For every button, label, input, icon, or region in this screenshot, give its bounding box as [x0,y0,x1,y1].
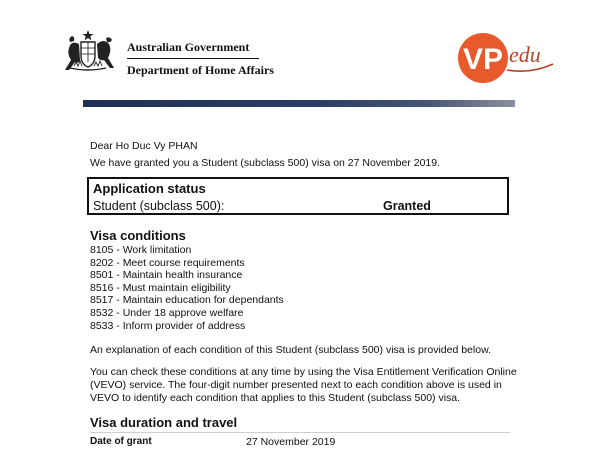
header-banner [83,100,515,107]
grant-statement: We have granted you a Student (subclass 500) visa on 27 November 2019. [90,157,441,169]
vevo-paragraph-line: VEVO to identify each condition that applies to this Student (subclass 500) visa. [90,392,461,404]
date-of-grant-label: Date of grant [90,436,152,447]
visa-conditions-list [90,244,284,332]
condition-item: 8516 - Must maintain eligibility [90,281,231,294]
vpedu-logo-edu: edu [509,42,541,67]
visa-duration-heading: Visa duration and travel [90,415,238,430]
salutation: Dear Ho Duc Vy PHAN [90,140,198,152]
condition-item: 8517 - Maintain education for dependants [90,294,284,307]
condition-item: 8202 - Meet course requirements [90,256,245,269]
conditions-explanation: An explanation of each condition of this Student (subclass 500) visa is provided below. [90,344,491,356]
vpedu-logo-vp: VP [462,43,504,76]
visa-type-label: Student (subclass 500): [93,199,225,213]
vpedu-logo [455,30,565,86]
government-name: Australian Government [127,40,250,54]
condition-item: 8533 - Inform provider of address [90,319,246,332]
status-value: Granted [383,199,431,213]
application-status-title: Application status [93,181,206,196]
coat-of-arms-icon [58,28,118,74]
government-title-block [127,40,274,78]
date-of-grant-value: 27 November 2019 [246,436,336,448]
visa-conditions-heading: Visa conditions [90,228,186,243]
duration-divider [90,432,510,433]
condition-item: 8532 - Under 18 approve welfare [90,306,244,319]
vevo-paragraph-line: (VEVO) service. The four-digit number presented next to each condition above is used in [90,379,502,391]
condition-item: 8501 - Maintain health insurance [90,269,243,282]
vevo-paragraph-line: You can check these conditions at any time by using the Visa Entitlement Verification Online [90,366,517,378]
application-status-box [87,177,509,215]
government-title-divider [127,58,259,59]
department-name: Department of Home Affairs [127,63,274,77]
vevo-paragraph [90,366,520,405]
condition-item: 8105 - Work limitation [90,244,192,256]
